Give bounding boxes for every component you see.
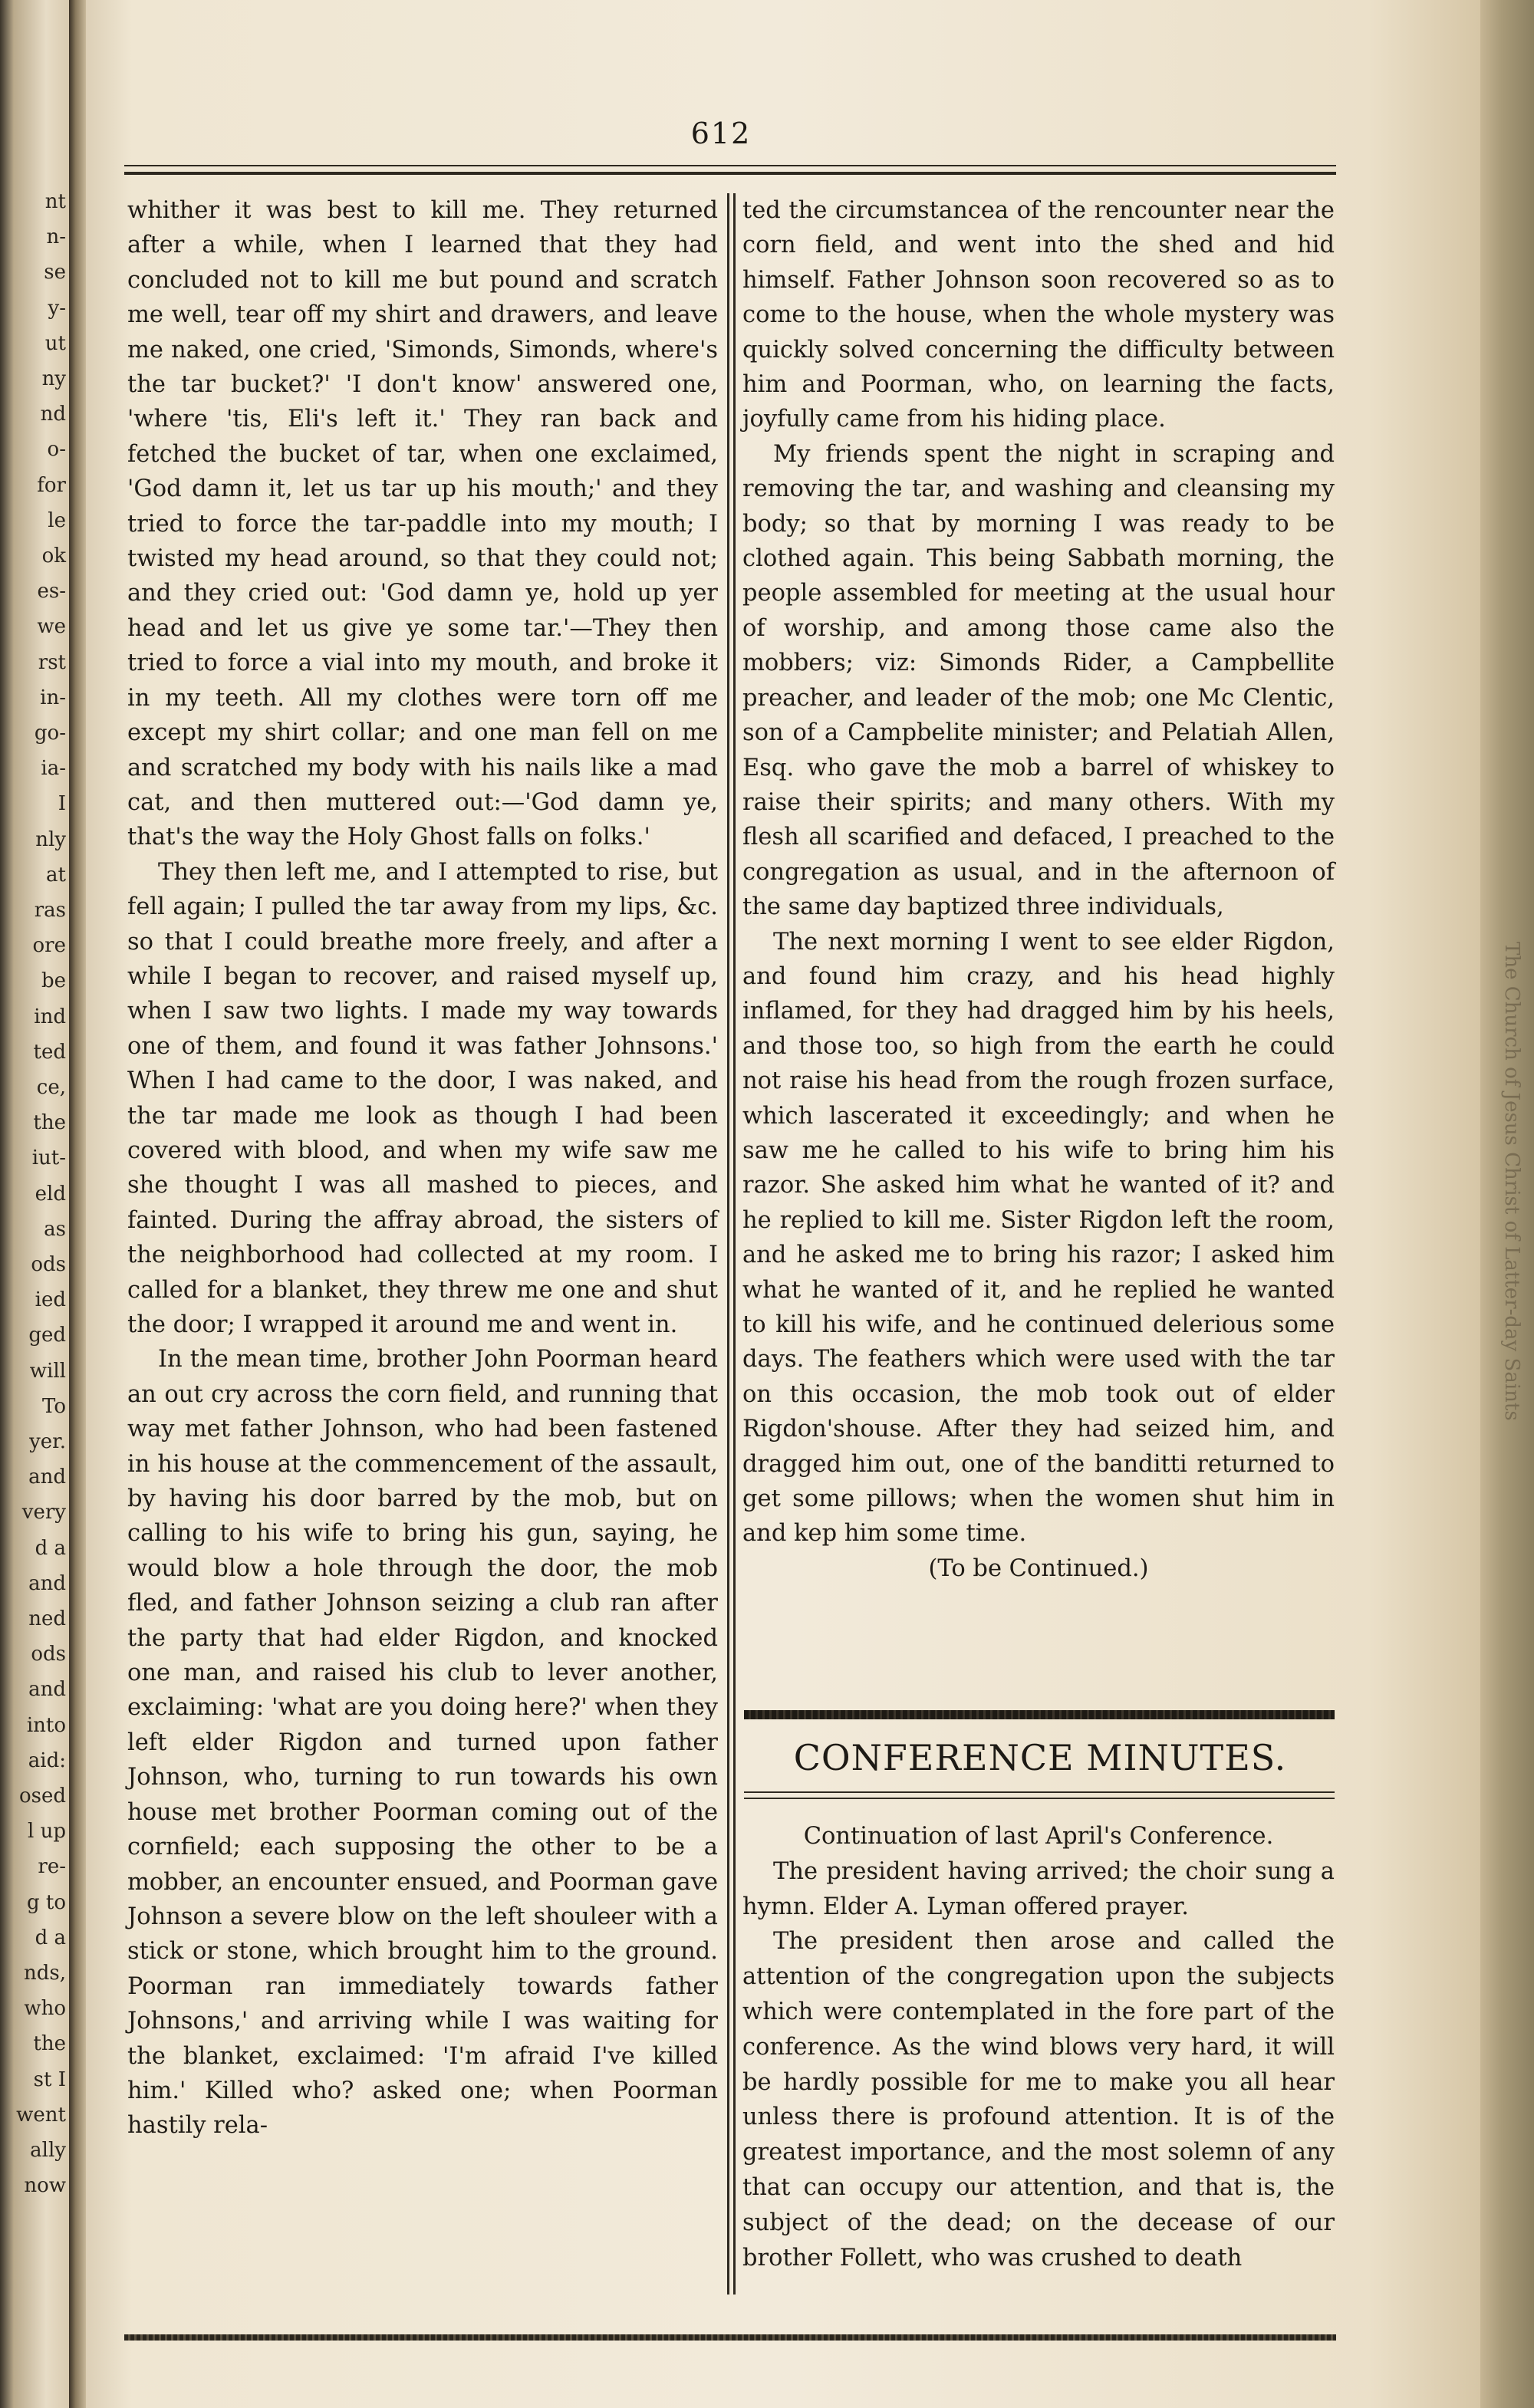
facing-page-fragment: and [28, 1571, 66, 1595]
conference-paragraph-1: The president having arrived; the choir sung a hymn. Elder A. Lyman offered prayer. [742, 1857, 1335, 1920]
facing-page-fragment: and [28, 1678, 66, 1702]
facing-page-fragment: now [24, 2174, 66, 2198]
facing-page-fragment: eld [35, 1182, 66, 1206]
facing-page-fragment: as [44, 1217, 66, 1241]
facing-page-fragment: and [28, 1466, 66, 1489]
facing-page-fragment: went [16, 2103, 66, 2127]
facing-page-fragment: ok [41, 544, 66, 567]
right-column-top [742, 193, 1335, 1586]
facing-page-fragment: nds, [24, 1962, 66, 1985]
facing-page-fragment: the [33, 1111, 66, 1135]
facing-page-fragment: ted [33, 1040, 66, 1064]
section-heading: CONFERENCE MINUTES. [793, 1737, 1287, 1778]
page-number: 612 [690, 117, 752, 150]
heading-rule [744, 1791, 1335, 1793]
facing-page-fragment: ods [31, 1643, 66, 1666]
facing-page-fragment: y- [48, 296, 66, 320]
facing-page-fragment: le [48, 508, 66, 532]
facing-page-fragment: To [42, 1394, 66, 1418]
facing-page-fragment: osed [18, 1785, 66, 1808]
facing-page-fragment: es- [37, 580, 66, 604]
facing-page-fragment: for [37, 473, 66, 497]
right-paragraph-2: My friends spent the night in scraping and removing the tar, and washing and cleansing my body; so that by morning I was ready to be clothed again. This being Sabbath morning, the people assembled for meeting at the usual hour of worship, and among those came also the mobbers; viz: Simonds Rider, a Campbellite preacher, and leader of the mob; one Mc Clentic, son of a Campbelite minister; and Pelatiah Allen, Esq. who gave the mob a barrel of whiskey to raise their spirits; and many others. With my flesh all scarified and defaced, I preached to the congregation as usual, and in the afternoon of the same day baptized three individuals, [742, 440, 1335, 921]
heading-rule-double [744, 1798, 1335, 1799]
right-paragraph-3: The next morning I went to see elder Rigdon, and found him crazy, and his head highly inflamed, for they had dragged him by his heels, and those too, so high from the earth he could not raise his head from the rough frozen surface, which lascerated it exceedingly; and when he saw me he called to his wife to bring him his razor. She asked him what he wanted of it? and he replied to kill me. Sister Rigdon left the room, and he asked me to bring his razor; I asked him what he wanted of it, and he replied he wanted to kill his wife, and he continued delerious some days. The feathers which were used with the tar on this occasion, the mob took out of elder Rigdon'shouse. After they had seized him, and dragged him out, one of the banditti returned to get some pillows; when the women shut him in and kep him some time. [742, 928, 1335, 1548]
facing-page-fragment: ind [34, 1005, 66, 1028]
facing-page-fragment: go- [34, 722, 66, 745]
header-rule [124, 165, 1336, 166]
facing-page-fragment: ied [35, 1288, 66, 1312]
facing-page-fragment: who [24, 1997, 66, 2021]
facing-page-fragment: nt [44, 190, 66, 213]
facing-page-fragment: g to [26, 1890, 66, 1914]
conference-paragraph-2: The president then arose and called the attention of the congregation upon the subjects which were contemplated in the fore part of the conference. As the wind blows very hard, it will be hardly possible for me to make you all hear unless there is profound attention. It is of the greatest importance, and the most solemn of any that can occupy our attention, and that is, the subject of the dead; on the decease of our brother Follett, who was crushed to death [742, 1928, 1335, 2271]
facing-page-fragment: very [21, 1501, 66, 1525]
facing-page-fragment: o- [47, 438, 66, 462]
library-stamp: The Church of Jesus Christ of Latter-day Saints [1500, 941, 1523, 1421]
facing-page-fragment: I [58, 792, 66, 816]
facing-page-fragment: at [46, 863, 66, 887]
column-divider [727, 193, 729, 2295]
left-paragraph-2: They then left me, and I attempted to rise, but fell again; I pulled the tar away from my lips, &c. so that I could breathe more freely, and after a while I began to recover, and raised myself up, when I saw two lights. I made my way towards one of them, and found it was father Johnsons.' When I had came to the door, I was naked, and the tar made me look as though I had been covered with blood, and when my wife saw me she thought I was all mashed to pieces, and fainted. During the affray abroad, the sisters of the neighborhood had collected at my room. I called for a blanket, they threw me one and shut the door; I wrapped it around me and went in. [127, 858, 718, 1338]
book-gutter [69, 0, 86, 2408]
facing-page-fragment: ny [41, 367, 66, 390]
facing-page-fragment: be [41, 969, 66, 993]
facing-page-fragment: ia- [41, 757, 66, 781]
facing-page-fragment: ras [34, 899, 66, 922]
facing-page-fragment: yer. [29, 1430, 66, 1453]
facing-page-fragment: ore [32, 934, 66, 958]
facing-page-fragment: se [44, 261, 66, 285]
facing-page-fragment: will [29, 1359, 66, 1383]
facing-page-fragment: ods [31, 1253, 66, 1276]
facing-page-fragment: st I [33, 2068, 66, 2091]
facing-page-fragment: re- [38, 1855, 66, 1879]
facing-page-fragment: d a [35, 1536, 66, 1560]
facing-page-fragment: aid: [28, 1748, 66, 1772]
facing-page-fragment: d a [35, 1926, 66, 1949]
facing-page-fragment: nd [40, 403, 66, 426]
conference-intro: Continuation of last April's Conference. [803, 1823, 1274, 1850]
facing-page-fragment: we [37, 615, 66, 639]
facing-page-fragment: ned [28, 1607, 66, 1630]
facing-page-fragment: the [33, 2032, 66, 2056]
facing-page-fragment: in- [40, 686, 66, 709]
header-rule-double [124, 172, 1336, 175]
facing-page-edge [0, 0, 69, 2408]
facing-page-fragment: ut [44, 331, 66, 355]
left-paragraph-3: In the mean time, brother John Poorman heard an out cry across the corn field, and running that way met father Johnson, who had been fastened in his house at the commencement of the assault, by having his door barred by the mob, but on calling to his wife to bring his gun, saying, he would blow a hole through the door, the mob fled, and father Johnson seizing a club ran after the party that had elder Rigdon, and knocked one man, and raised his club to lever another, exclaiming: 'what are you doing here?' when they left elder Rigdon and turned upon father Johnson, who, turning to run towards his own house met brother Poorman coming out of the cornfield; each supposing the other to be a mobber, an encounter ensued, and Poorman gave Johnson a severe blow on the left shouleer with a stick or stone, which brought him to the ground. Poorman ran immediately towards father Johnsons,' and arriving while I was waiting for the blanket, exclaimed: 'I'm afraid I've killed him.' Killed who? asked one; when Poorman hastily rela- [127, 1346, 718, 2140]
footer-rule [124, 2334, 1336, 2341]
left-column [127, 193, 718, 2143]
facing-page-fragment: ally [30, 2139, 66, 2162]
to-be-continued: (To be Continued.) [928, 1554, 1149, 1582]
section-bold-rule [744, 1710, 1335, 1719]
right-paragraph-1: ted the circumstancea of the rencounter near the corn field, and went into the shed and hid himself. Father Johnson soon recovered so as to come to the house, when the whole mystery was quickly solved concerning the difficulty between him and Poorman, who, on learning the facts, joyfully came from his hiding place. [742, 197, 1335, 433]
facing-page-fragment: n- [46, 225, 66, 249]
facing-page-fragment: into [26, 1713, 66, 1737]
left-paragraph-1: whither it was best to kill me. They returned after a while, when I learned that they had concluded not to kill me but pound and scratch me well, tear off my shirt and drawers, and leave me naked, one cried, 'Simonds, Simonds, where's the tar bucket?' 'I don't know' answered one, 'where 'tis, Eli's left it.' They ran back and fetched the bucket of tar, when one exclaimed, 'God damn it, let us tar up his mouth;' and they tried to force the tar-paddle into my mouth; I twisted my head around, so that they could not; and they cried out: 'God damn ye, hold up yer head and let us give ye some tar.'—They then tried to force a vial into my mouth, and broke it in my teeth. All my clothes were torn off me except my shirt collar; and one man fell on me and scratched my body with his nails like a mad cat, and then muttered out:—'God damn ye, that's the way the Holy Ghost falls on folks.' [127, 197, 718, 851]
right-column-bottom [742, 1819, 1335, 2275]
facing-page-fragment: ce, [36, 1076, 66, 1099]
facing-page-fragment: nly [35, 827, 66, 851]
facing-page-fragment: l up [28, 1820, 66, 1844]
facing-page-fragment: iut- [31, 1146, 66, 1170]
column-divider-double [733, 193, 736, 2295]
facing-page-fragment: rst [38, 650, 66, 674]
facing-page-fragment: ged [28, 1324, 66, 1347]
